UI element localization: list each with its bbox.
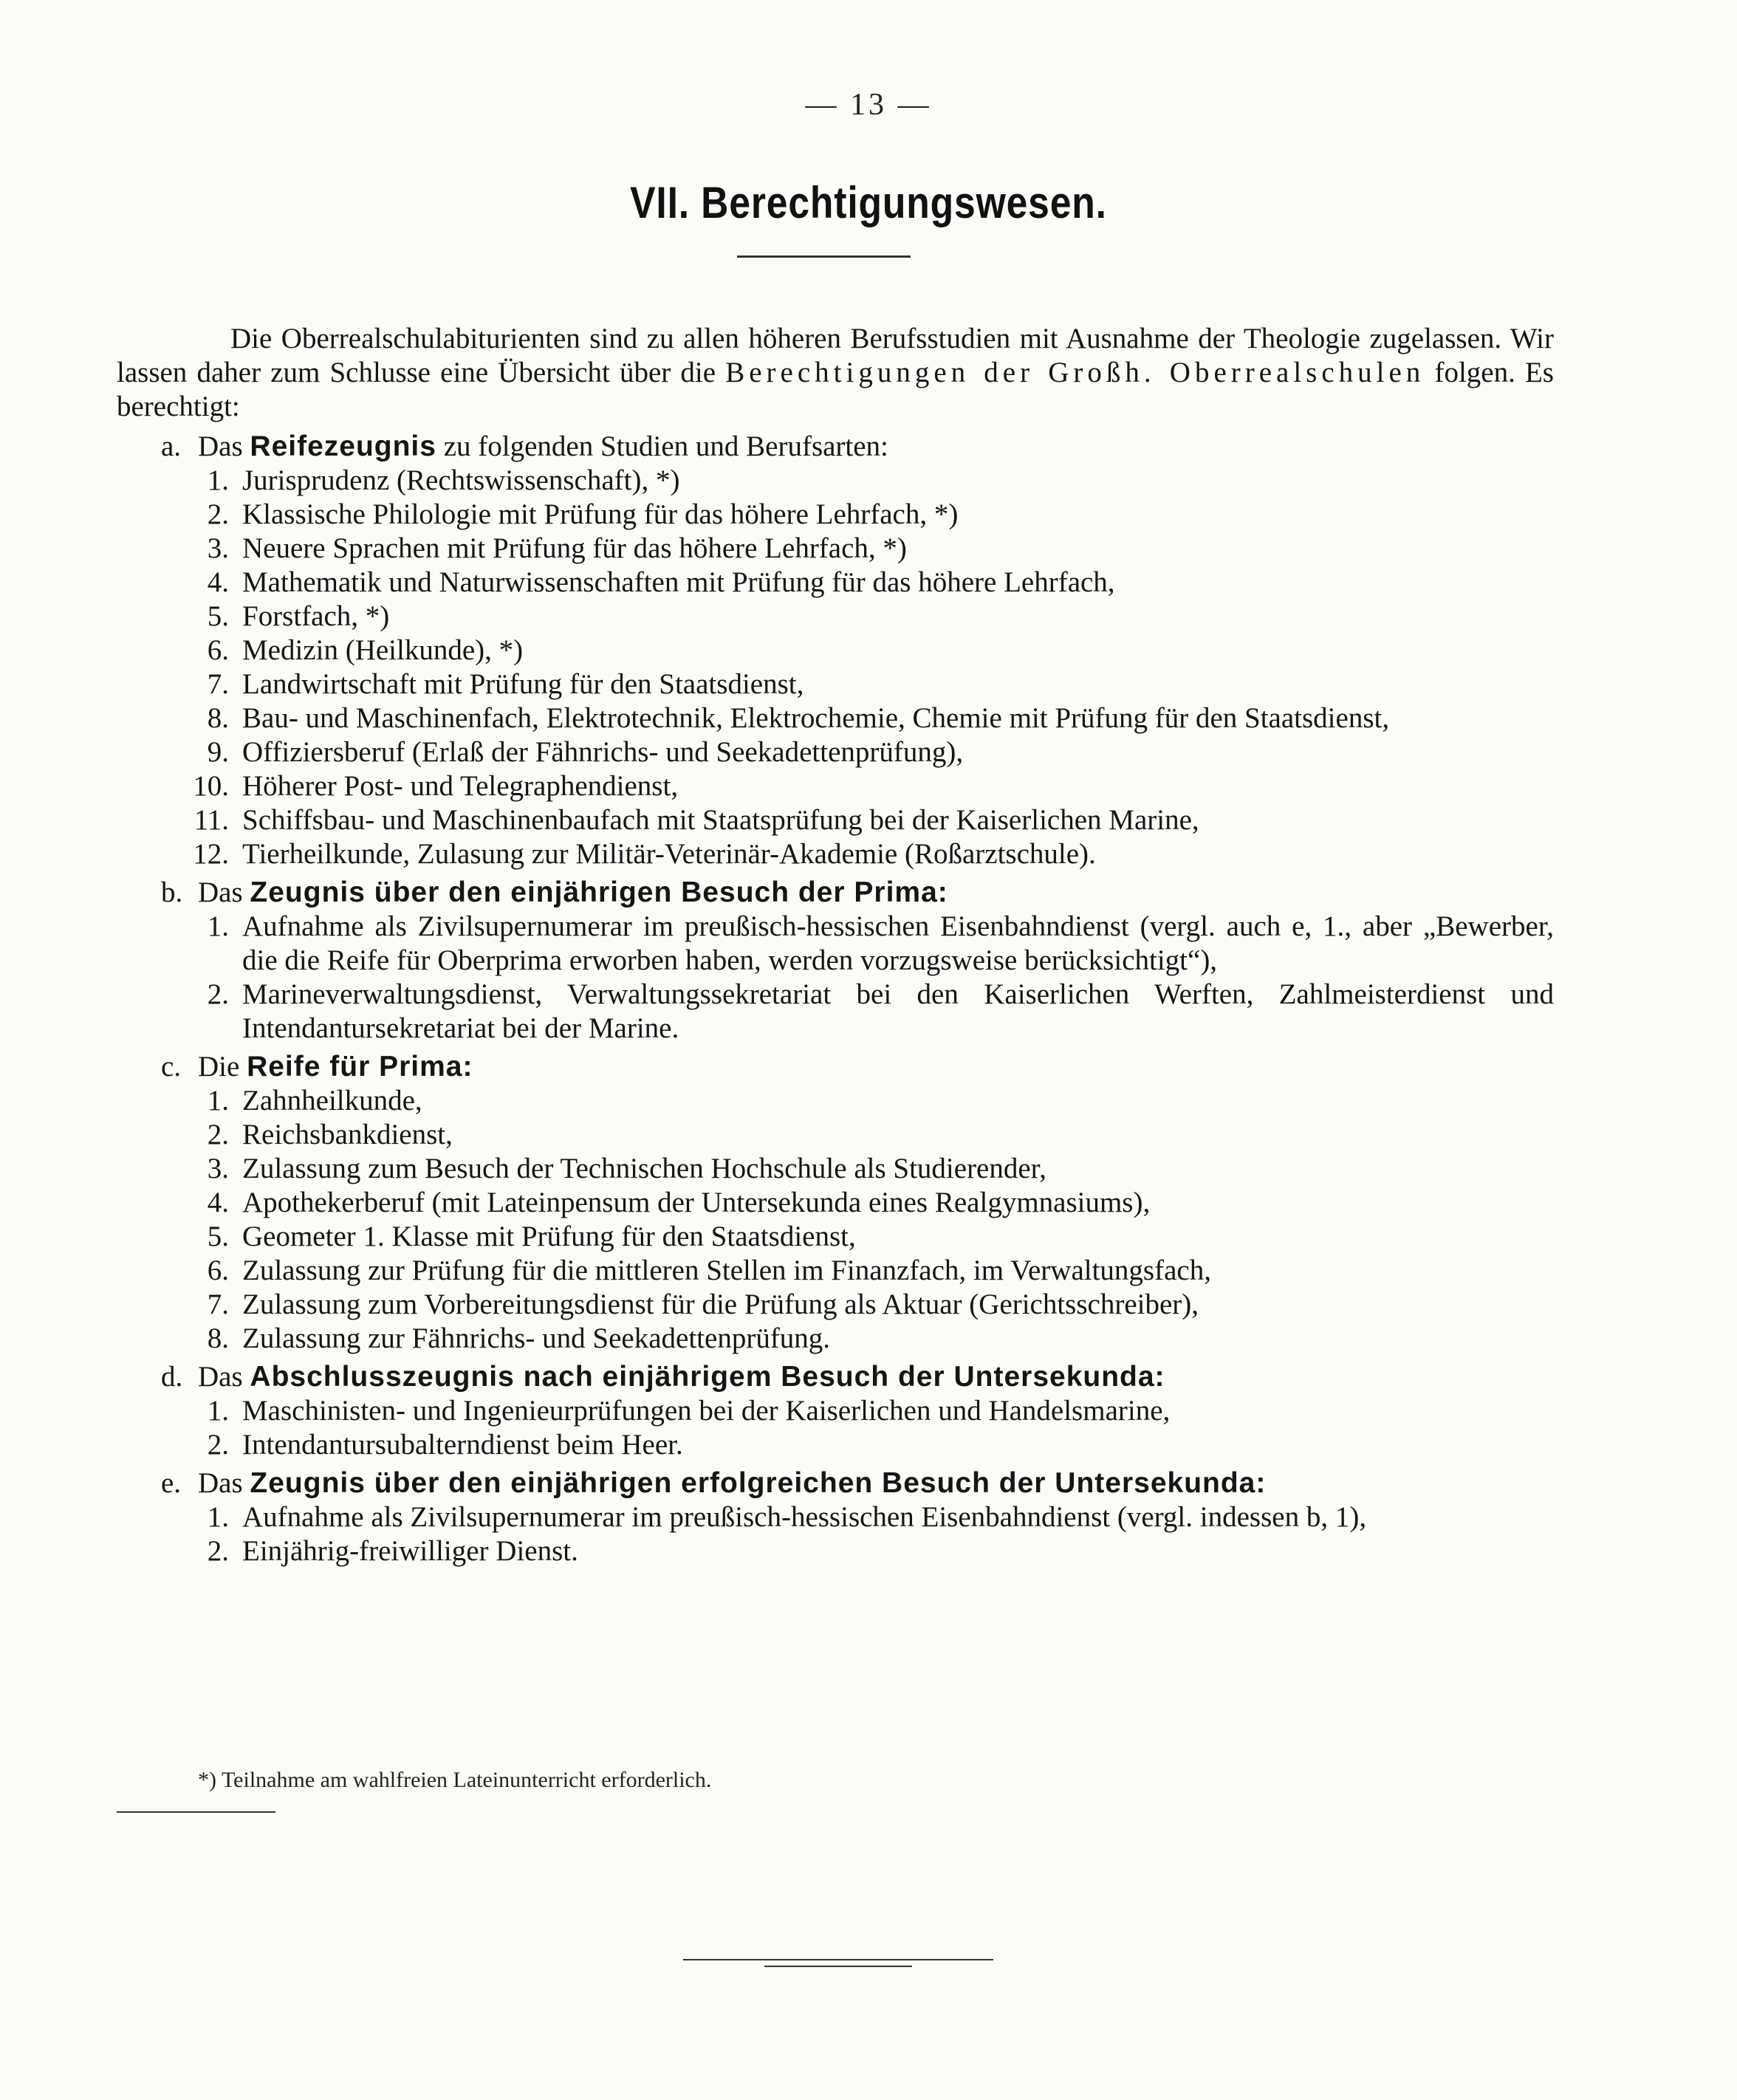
item-text: Apothekerberuf (mit Lateinpensum der Untersekunda eines Realgymnasiums), [242,1187,1151,1218]
intro-spaced-text: Berechtigungen der Großh. Oberrealschulen [725,357,1425,388]
list-item [117,1288,1554,1322]
section-heading-pre: Das [198,430,250,462]
item-number: 2. [207,1119,229,1150]
section-0 [117,430,1554,871]
list-item [117,1500,1554,1534]
section-heading [117,876,1554,910]
item-number: 6. [207,634,229,666]
item-number: 1. [207,1395,229,1427]
list-item [117,464,1554,498]
list-item [117,803,1554,837]
section-heading-bold: Zeugnis über den einjährigen Besuch der Prima: [250,876,948,908]
section-heading-bold: Abschlusszeugnis nach einjährigem Besuch der Untersekunda: [250,1361,1165,1393]
list-item [117,498,1554,532]
item-text: Aufnahme als Zivilsupernumerar im preußisch-hessischen Eisenbahndienst (vergl. auch e, 1., aber „Bewerber, die die Reife für Oberprima erworben haben, werden vorzugsweise berücksichtigt“), [242,910,1554,976]
section-items [117,1084,1554,1356]
item-text: Bau- und Maschinenfach, Elektrotechnik, Elektrochemie, Chemie mit Prüfung für den Staatsdienst, [242,702,1390,734]
item-text: Offiziersberuf (Erlaß der Fähnrichs- und Seekadettenprüfung), [242,736,964,768]
section-4 [117,1466,1554,1568]
item-number: 12. [193,838,229,870]
section-letter: c. [161,1051,182,1082]
footnote: *) Teilnahme am wahlfreien Lateinunterricht erforderlich. [198,1768,712,1792]
list-item [117,910,1554,978]
closing-rule-short [764,1966,912,1967]
item-text: Medizin (Heilkunde), *) [242,634,524,666]
item-number: 1. [207,1501,229,1533]
item-number: 1. [207,910,229,942]
item-text: Tierheilkunde, Zulasung zur Militär-Veterinär-Akademie (Roßarztschule). [242,838,1096,870]
section-items [117,464,1554,871]
section-heading-bold: Reife für Prima: [247,1051,473,1082]
list-item [117,532,1554,566]
section-title: VII. Berechtigungswesen. [630,178,1107,227]
item-text: Schiffsbau- und Maschinenbaufach mit Staatsprüfung bei der Kaiserlichen Marine, [242,804,1199,836]
list-item [117,1186,1554,1220]
title-divider [737,255,911,258]
item-number: 7. [207,1289,229,1320]
item-number: 2. [207,498,229,530]
item-text: Zulassung zum Vorbereitungsdienst für die Prüfung als Aktuar (Gerichtsschreiber), [242,1289,1199,1320]
item-text: Zulassung zum Besuch der Technischen Hochschule als Studierender, [242,1153,1046,1184]
item-number: 8. [207,1322,229,1354]
section-items [117,910,1554,1046]
item-number: 8. [207,702,229,734]
section-heading-pre: Das [198,1467,250,1499]
item-text: Maschinisten- und Ingenieurprüfungen bei der Kaiserlichen und Handelsmarine, [242,1395,1171,1427]
section-letter: d. [161,1361,183,1393]
closing-rule [683,1959,993,1960]
item-text: Jurisprudenz (Rechtswissenschaft), *) [242,464,680,496]
item-text: Mathematik und Naturwissenschaften mit Prüfung für das höhere Lehrfach, [242,566,1115,598]
item-text: Forstfach, *) [242,600,390,632]
item-text: Aufnahme als Zivilsupernumerar im preußisch-hessischen Eisenbahndienst (vergl. indessen b, 1), [242,1501,1367,1533]
document-body [117,322,1554,1568]
section-heading [117,430,1554,464]
item-number: 2. [207,978,229,1010]
section-heading-pre: Das [198,876,250,908]
item-number: 4. [207,1187,229,1218]
item-text: Geometer 1. Klasse mit Prüfung für den Staatsdienst, [242,1221,856,1252]
item-text: Zahnheilkunde, [242,1085,422,1116]
item-number: 10. [193,770,229,802]
list-item [117,668,1554,701]
list-item [117,566,1554,600]
list-item [117,978,1554,1046]
list-item [117,769,1554,803]
intro-text-2: folgen. Es berechtigt: [117,357,1554,422]
section-items [117,1394,1554,1462]
item-text: Einjährig-freiwilliger Dienst. [242,1535,578,1567]
list-item [117,634,1554,668]
list-item [117,1322,1554,1356]
section-items [117,1500,1554,1568]
footnote-divider [117,1811,275,1813]
item-text: Reichsbankdienst, [242,1119,453,1150]
item-number: 2. [207,1429,229,1461]
section-letter: b. [161,876,183,908]
section-2 [117,1050,1554,1356]
intro-paragraph [117,322,1554,424]
item-text: Neuere Sprachen mit Prüfung für das höhere Lehrfach, *) [242,532,907,564]
page-number: — 13 — [805,88,932,122]
item-text: Klassische Philologie mit Prüfung für das höhere Lehrfach, *) [242,498,959,530]
section-heading [117,1466,1554,1500]
item-text: Intendantursubalterndienst beim Heer. [242,1429,683,1461]
list-item [117,701,1554,735]
list-item [117,1118,1554,1152]
list-item [117,837,1554,871]
list-item [117,1534,1554,1568]
section-heading [117,1360,1554,1394]
section-1 [117,876,1554,1046]
section-heading-pre: Die [198,1051,247,1082]
list-item [117,1220,1554,1254]
section-heading-bold: Zeugnis über den einjährigen erfolgreichen Besuch der Untersekunda: [250,1467,1267,1499]
list-item [117,735,1554,769]
item-number: 7. [207,668,229,700]
sections-list [117,430,1554,1568]
list-item [117,600,1554,634]
section-heading-post: zu folgenden Studien und Berufsarten: [436,430,888,462]
item-text: Höherer Post- und Telegraphendienst, [242,770,679,802]
item-number: 2. [207,1535,229,1567]
section-letter: a. [161,430,182,462]
item-number: 5. [207,1221,229,1252]
section-letter: e. [161,1467,182,1499]
section-heading-pre: Das [198,1361,250,1393]
item-number: 1. [207,464,229,496]
list-item [117,1254,1554,1288]
item-text: Marineverwaltungsdienst, Verwaltungssekretariat bei den Kaiserlichen Werften, Zahlmeisterdienst und Intendantursekretariat bei der Marine. [242,978,1554,1044]
section-heading [117,1050,1554,1084]
item-text: Zulassung zur Prüfung für die mittleren Stellen im Finanzfach, im Verwaltungsfach, [242,1255,1211,1286]
list-item [117,1084,1554,1118]
item-number: 9. [207,736,229,768]
section-heading-bold: Reifezeugnis [250,430,436,462]
section-3 [117,1360,1554,1462]
item-number: 1. [207,1085,229,1116]
item-number: 3. [207,532,229,564]
list-item [117,1428,1554,1462]
list-item [117,1394,1554,1428]
item-text: Landwirtschaft mit Prüfung für den Staatsdienst, [242,668,804,700]
item-number: 11. [193,804,229,836]
item-number: 5. [207,600,229,632]
item-number: 6. [207,1255,229,1286]
item-number: 4. [207,566,229,598]
item-text: Zulassung zur Fähnrichs- und Seekadettenprüfung. [242,1322,831,1354]
list-item [117,1152,1554,1186]
item-number: 3. [207,1153,229,1184]
intro-text-1: Die Oberrealschulabiturienten sind zu allen höheren Berufsstudien mit Ausnahme der Theologie zugelassen. Wir lassen daher zum Schlusse eine Übersicht über die [117,323,1554,388]
